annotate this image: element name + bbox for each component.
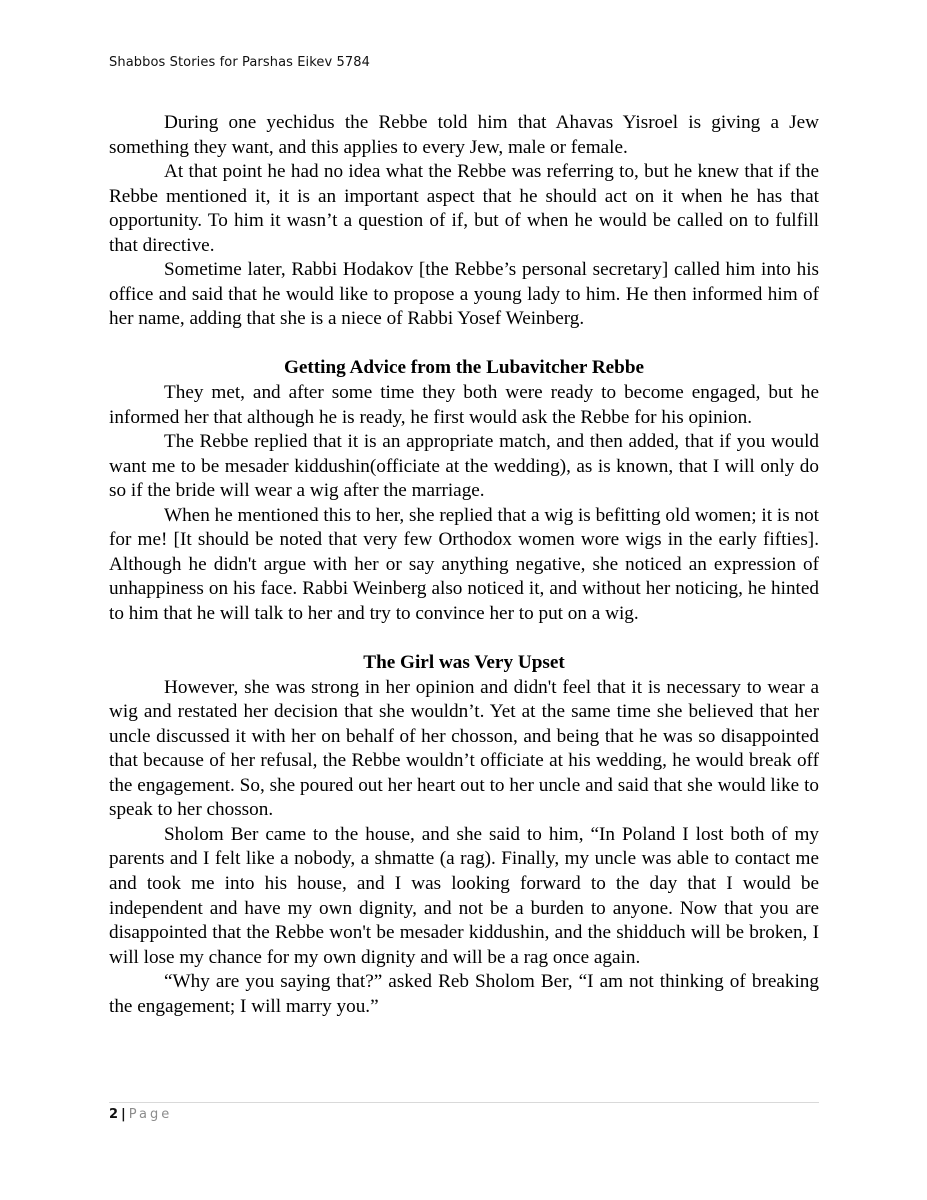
paragraph: The Rebbe replied that it is an appropriate match, and then added, that if you would want me to be mesader kiddushin(officiate at the wedding), as is known, that I will only do so if the bride will wear a wig after the marriage. [109, 431, 819, 502]
paragraph: At that point he had no idea what the Rebbe was referring to, but he knew that if the Rebbe mentioned it, it is an important aspect that he should act on it when he has that opportunity. To him it wasn’t a question of if, but of when he would be called on to fulfill that directive. [109, 161, 819, 256]
page-footer [109, 1107, 172, 1122]
section-gap [109, 332, 819, 357]
section-heading: Getting Advice from the Lubavitcher Rebbe [283, 357, 645, 379]
paragraph: When he mentioned this to her, she replied that a wig is befitting old women; it is not for me! [It should be noted that very few Orthodox women wore wigs in the early fifties]. Although he didn't argue with her or say anything negative, she noticed an expression of unhappiness on his face. Rabbi Weinberg also noticed it, and without her noticing, he hinted to him that he will talk to her and try to convince her to put on a wig. [109, 504, 819, 624]
paragraph: Sholom Ber came to the house, and she said to him, “In Poland I lost both of my parents and I felt like a nobody, a shmatte (a rag). Finally, my uncle was able to contact me and took me into his house, and I was looking forward to the day that I would be independent and have my own dignity, and not be a burden to anyone. Now that you are disappointed that the Rebbe won't be mesader kiddushin, and the shidduch will be broken, I will lose my chance for my own dignity and will be a rag once again. [109, 823, 819, 968]
document-body [109, 111, 819, 1019]
section-heading: The Girl was Very Upset [363, 652, 565, 674]
paragraph: During one yechidus the Rebbe told him that Ahavas Yisroel is giving a Jew something they want, and this applies to every Jew, male or female. [109, 112, 819, 158]
paragraph: However, she was strong in her opinion and didn't feel that it is necessary to wear a wig and restated her decision that she wouldn’t. Yet at the same time she believed that her uncle discussed it with her on behalf of her chosson, and being that he was so disappointed that because of her refusal, the Rebbe wouldn’t officiate at his wedding, he would break off the engagement. So, she poured out her heart out to her uncle and said that she would like to speak to her chosson. [109, 676, 819, 821]
paragraph: “Why are you saying that?” asked Reb Sholom Ber, “I am not thinking of breaking the engagement; I will marry you.” [109, 971, 819, 1017]
paragraph: They met, and after some time they both were ready to become engaged, but he informed her that although he is ready, he first would ask the Rebbe for his opinion. [109, 382, 819, 428]
page-number: 2 [109, 1107, 119, 1122]
section-gap [109, 626, 819, 651]
footer-separator: | [121, 1107, 126, 1122]
page-label: Page [128, 1107, 173, 1122]
footer-divider [109, 1102, 819, 1103]
page-header: Shabbos Stories for Parshas Eikev 5784 [109, 55, 371, 70]
paragraph: Sometime later, Rabbi Hodakov [the Rebbe’s personal secretary] called him into his office and said that he would like to propose a young lady to him. He then informed him of her name, adding that she is a niece of Rabbi Yosef Weinberg. [109, 259, 819, 330]
